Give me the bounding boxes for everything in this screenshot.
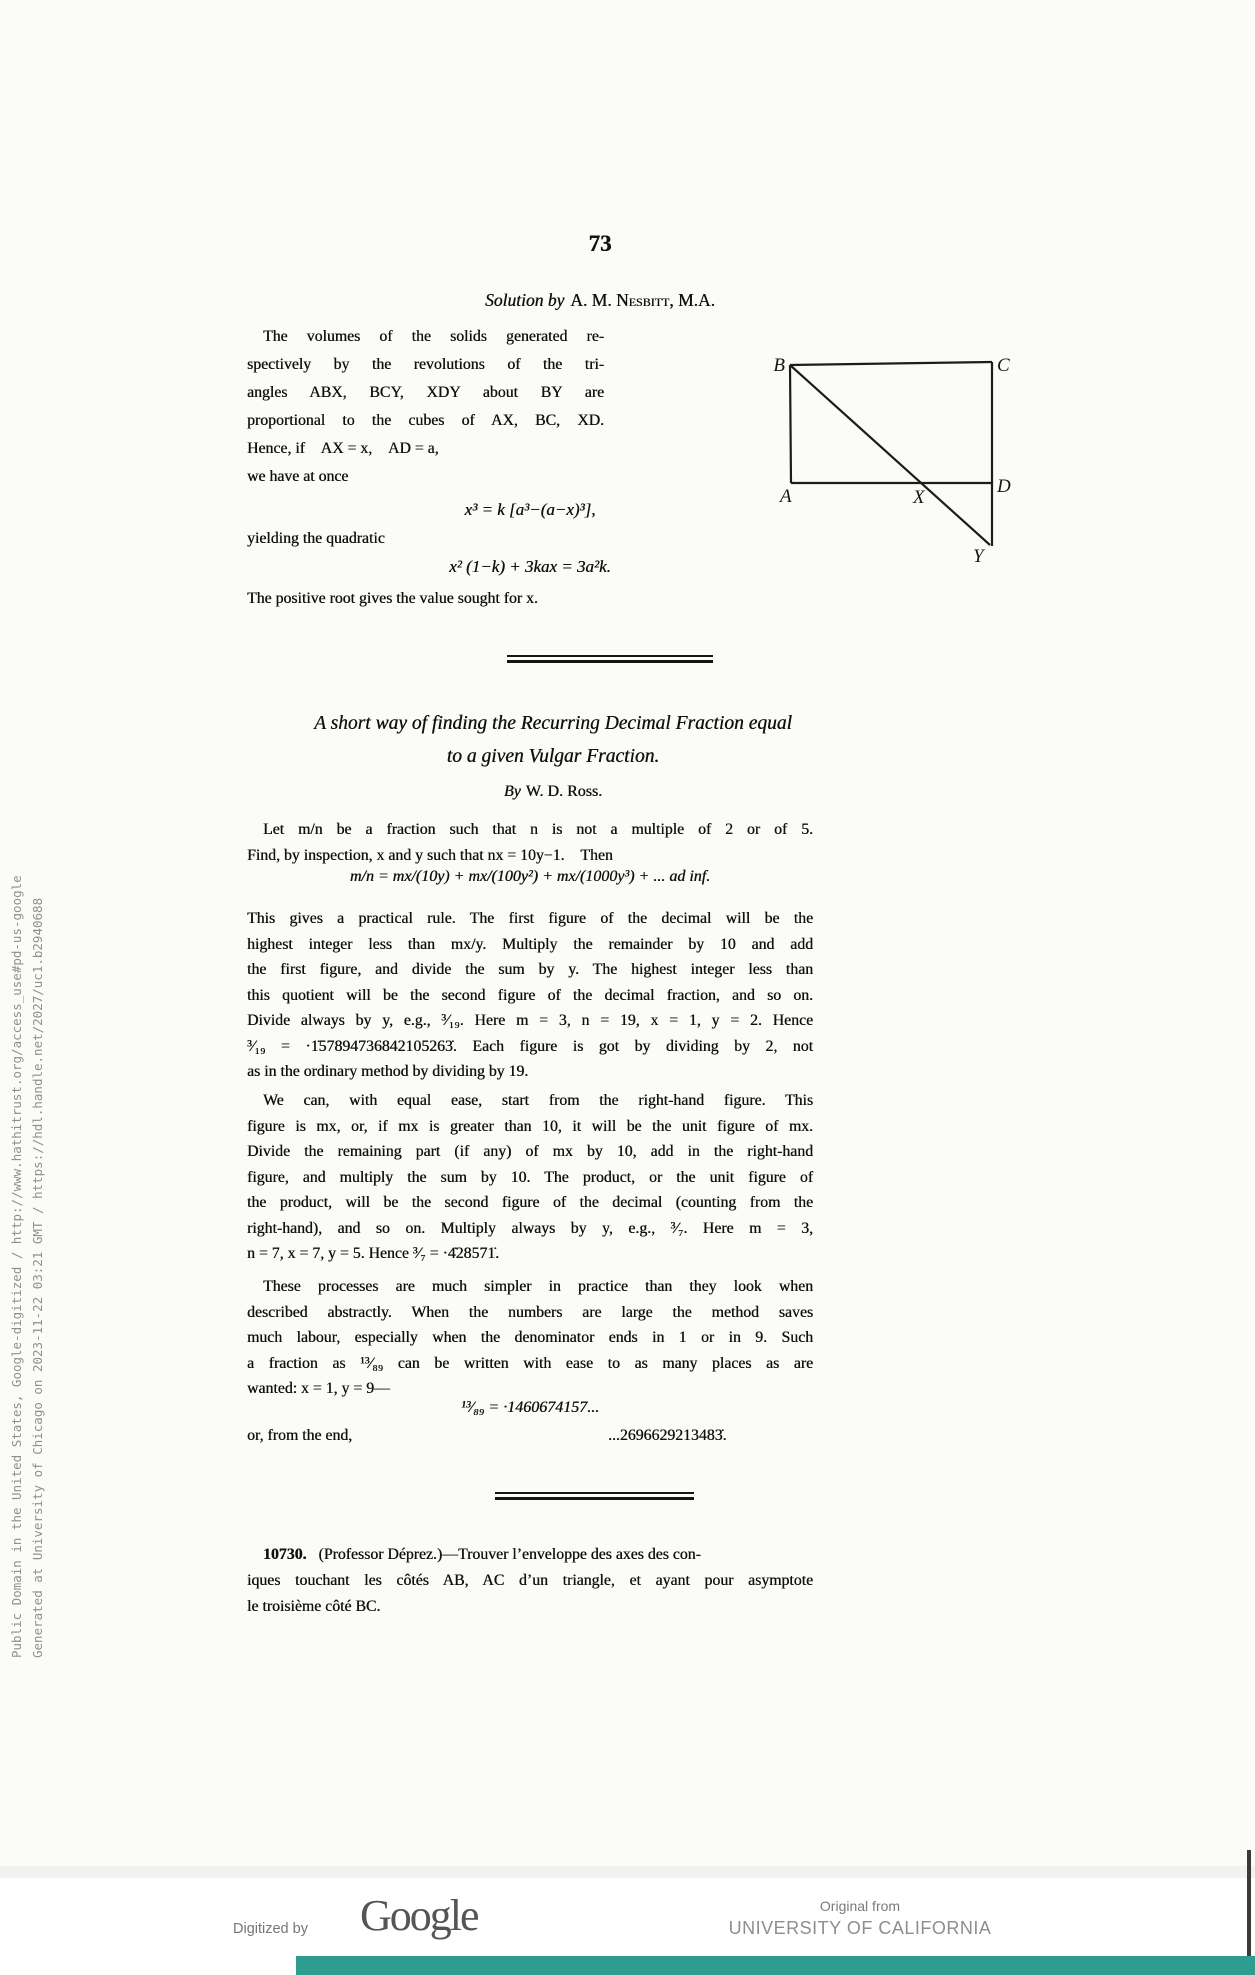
decimal-expansion-equation: ¹³⁄₈₉ = ·1460674157... [460,1399,600,1416]
tail-value: ...2696629213483̇. [608,1427,727,1444]
figure-label-x: X [913,487,925,508]
solution-line: spectively by the revolutions of the tri- [247,356,604,373]
figure-label-d: D [997,476,1011,497]
solution-author: A. M. Nesbitt, M.A. [570,290,715,310]
tail-label: or, from the end, [247,1427,353,1444]
problem-line [247,1542,813,1568]
paragraph-line: as in the ordinary method by dividing by 19. [247,1063,529,1080]
paragraph-line: this quotient will be the second figure of the decimal fraction, and so on. [247,986,813,1004]
decimal-expansion-tail [247,1427,813,1445]
paragraph-line: much labour, especially when the denominator ends in 1 or in 9. Such [247,1329,813,1346]
paragraph-line: Find, by inspection, x and y such that nx = 10y−1. Then [247,846,613,864]
paragraph-line: ³⁄₁₉ = ·1̇57894736842105263̇. Each figure is got by dividing by 2, not [247,1037,813,1055]
article-title-line-2: to a given Vulgar Fraction. [446,746,660,767]
digitized-by-label: Digitized by [233,1921,308,1937]
article-byline [247,783,859,801]
problem-line: le troisième côté BC. [247,1598,381,1615]
paragraph-line: Divide the remaining part (if any) of mx by 10, add in the right-hand [247,1143,813,1160]
paragraph-line: This gives a practical rule. The first figure of the decimal will be the [247,910,813,927]
footer-accent-bar [296,1956,1255,1975]
sidebar-watermark [6,743,48,1658]
paragraph-4 [247,1274,813,1402]
original-from-label: Original from [819,1898,901,1914]
solution-equation-1: x³ = k [a³−(a−x)³], [464,500,596,519]
solution-line: The volumes of the solids generated re- [263,328,604,345]
problem-number: 10730. [263,1546,307,1563]
figure-edge-bc [790,362,992,365]
solution-line: proportional to the cubes of AX, BC, XD. [247,412,604,429]
paragraph-line: We can, with equal ease, start from the right-hand figure. This [263,1092,813,1109]
figure-label-a: A [780,486,792,507]
figure-label-b: B [773,355,785,376]
paragraph-line: the first figure, and divide the sum by y. The highest integer less than [247,961,813,978]
paragraph-line: described abstractly. When the numbers are large the method saves [247,1303,813,1321]
watermark-line-public-domain: Public Domain in the United States, Google-digitized / http://www.hathitrust.org/access_use#pd-us-google [9,875,24,1658]
page-number: 73 [588,231,612,256]
geometry-figure [730,340,1030,570]
paragraph-line: right-hand), and so on. Multiply always by y, e.g., ³⁄₇. Here m = 3, [247,1219,813,1237]
solution-byline [330,290,870,311]
article-author: W. D. Ross. [525,783,603,800]
paragraph-line: a fraction as ¹³⁄₈₉ can be written with ease to as many places as are [247,1354,813,1372]
paragraph-line: These processes are much simpler in practice than they look when [263,1278,813,1295]
paragraph-line: figure is mx, or, if mx is greater than 10, it will be the unit figure of mx. [247,1117,813,1135]
solution-byline-prefix: Solution by [485,290,565,310]
paragraph-3 [247,1088,813,1267]
solution-line: we have at once [247,468,349,485]
solution-interline: yielding the quadratic [247,530,385,547]
paragraph-line: figure, and multiply the sum by 10. The product, or the unit figure of [247,1168,813,1186]
figure-label-c: C [997,355,1010,376]
paragraph-line: Divide always by y, e.g., ³⁄₁₉. Here m = 3, n = 19, x = 1, y = 2. Hence [247,1012,813,1029]
solution-equation-2: x² (1−k) + 3kax = 3a²k. [449,557,611,576]
solution-line: Hence, if AX = x, AD = a, [247,440,439,457]
solution-closing-line: The positive root gives the value sought for x. [247,590,538,607]
paragraph-line: highest integer less than mx/y. Multiply the remainder by 10 and add [247,935,813,953]
article-byline-prefix: By [503,783,521,800]
solution-line: angles ABX, BCY, XDY about BY are [247,384,604,401]
figure-edge-ba [790,365,791,483]
figure-label-y: Y [973,546,984,567]
problem-statement [247,1542,813,1620]
paragraph-line: wanted: x = 1, y = 9— [247,1380,390,1397]
article-title-line-1: A short way of finding the Recurring Decimal Fraction equal [314,713,792,734]
google-logo: Google [360,1891,478,1940]
paragraph-1 [247,817,813,868]
paragraph-line: the product, will be the second figure of the decimal (counting from the [247,1194,813,1211]
paragraph-line: n = 7, x = 7, y = 5. Hence ³⁄₇ = ·4̇28571̇. [247,1245,500,1262]
section-divider [495,1492,694,1500]
institution-label: UNIVERSITY OF CALIFORNIA [728,1918,992,1938]
paragraph-2 [247,906,813,1085]
solution-paragraph [247,323,604,491]
section-divider [507,655,713,663]
problem-line: iques touchant les côtés AB, AC d’un triangle, et ayant pour asymptote [247,1572,813,1589]
page-bottom-edge [0,1866,1255,1878]
series-equation: m/n = mx/(10y) + mx/(100y²) + mx/(1000y³) + ... ad inf. [349,868,711,885]
figure-diagonal-bxy [790,365,990,545]
problem-text: (Professor Déprez.)—Trouver l’enveloppe des axes des con- [318,1546,701,1563]
watermark-line-generated: Generated at University of Chicago on 2023-11-22 03:21 GMT / https://hdl.handle.net/2027/uc1.b2940688 [30,897,45,1658]
paragraph-line: Let m/n be a fraction such that n is not a multiple of 2 or of 5. [263,821,813,838]
